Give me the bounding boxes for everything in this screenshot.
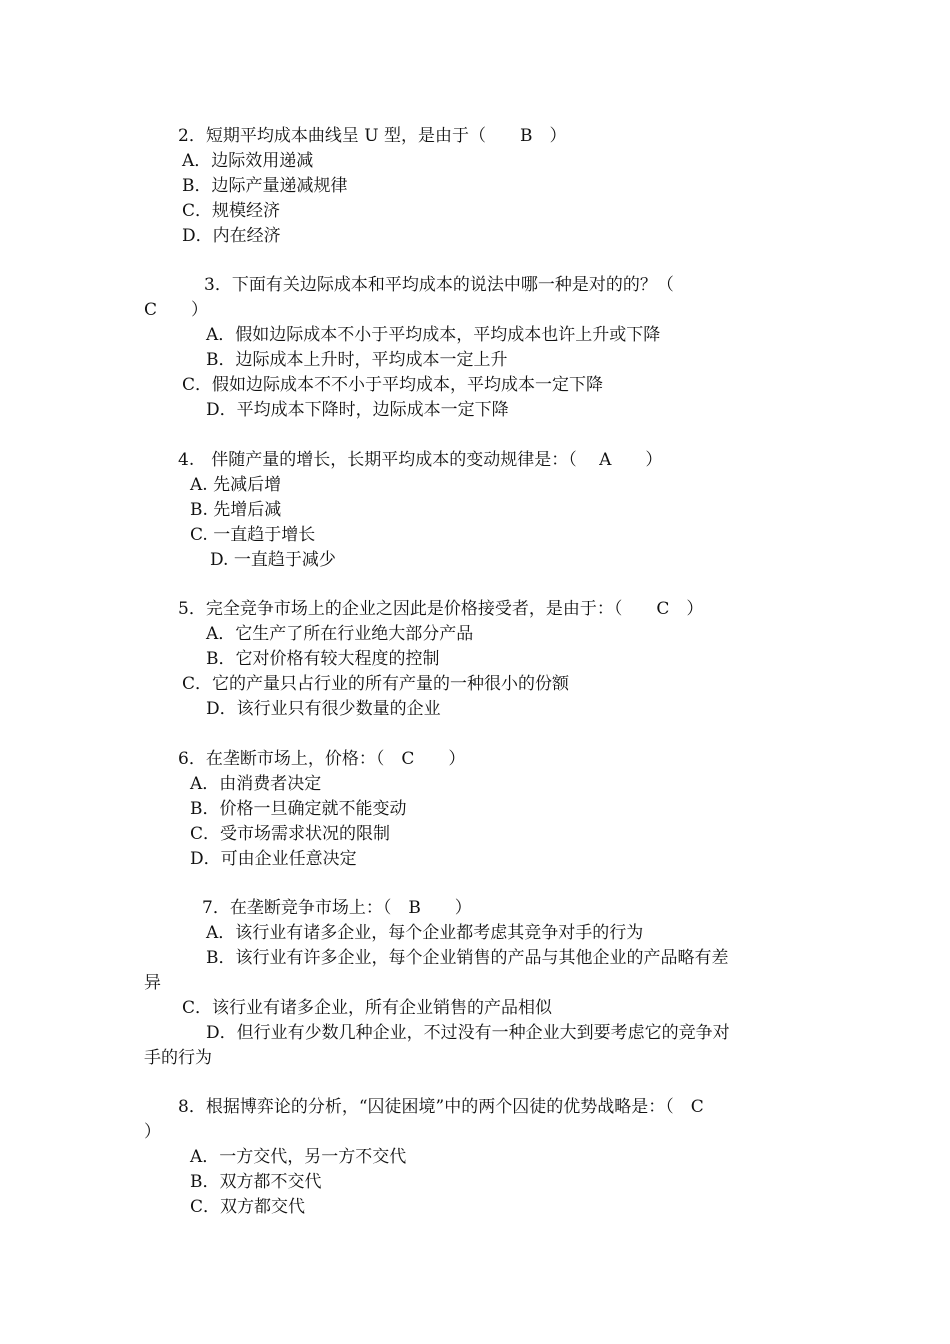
- question-5-stem: 5．完全竞争市场上的企业之因此是价格接受者，是由于：（ C ）: [178, 599, 704, 619]
- question-7-option-a: A．该行业有诸多企业，每个企业都考虑其竞争对手的行为: [206, 923, 644, 943]
- question-7-option-d: D．但行业有少数几种企业，不过没有一种企业大到要考虑它的竞争对: [206, 1023, 730, 1043]
- question-2-option-d: D．内在经济: [182, 226, 281, 246]
- question-2-option-b: B．边际产量递减规律: [182, 176, 348, 196]
- question-8-option-c: C．双方都交代: [190, 1197, 306, 1217]
- question-3-option-b: B．边际成本上升时，平均成本一定上升: [206, 350, 508, 370]
- question-3-stem: 3．下面有关边际成本和平均成本的说法中哪一种是对的的？（: [204, 275, 674, 295]
- question-5-option-d: D．该行业只有很少数量的企业: [206, 699, 441, 719]
- question-2-option-c: C．规模经济: [182, 201, 281, 221]
- question-6-option-c: C．受市场需求状况的限制: [190, 824, 391, 844]
- question-8-option-b: B．双方都不交代: [190, 1172, 322, 1192]
- question-6-option-b: B．价格一旦确定就不能变动: [190, 799, 407, 819]
- question-4-option-a: A. 先减后增: [190, 475, 282, 495]
- question-5-option-a: A．它生产了所在行业绝大部分产品: [206, 624, 474, 644]
- question-3-option-d: D．平均成本下降时，边际成本一定下降: [206, 400, 509, 420]
- question-7-option-b-continued: 异: [144, 973, 161, 993]
- question-8-stem-continued: ）: [144, 1122, 161, 1142]
- question-6-option-a: A．由消费者决定: [190, 774, 322, 794]
- question-2-option-a: A．边际效用递减: [182, 151, 314, 171]
- question-3-option-a: A．假如边际成本不小于平均成本，平均成本也许上升或下降: [206, 325, 661, 345]
- question-4-option-b: B. 先增后减: [190, 500, 282, 520]
- question-2-stem: 2．短期平均成本曲线呈 U 型，是由于（ B ）: [178, 126, 567, 146]
- question-7-option-b: B．该行业有许多企业，每个企业销售的产品与其他企业的产品略有差: [206, 948, 729, 968]
- question-5-option-b: B．它对价格有较大程度的控制: [206, 649, 440, 669]
- question-8-option-a: A．一方交代，另一方不交代: [190, 1147, 407, 1167]
- question-7-option-c: C．该行业有诸多企业，所有企业销售的产品相似: [182, 998, 553, 1018]
- question-7-stem: 7．在垄断竞争市场上：（ B ）: [202, 898, 472, 918]
- question-6-option-d: D．可由企业任意决定: [190, 849, 357, 869]
- question-4-stem: 4. 伴随产量的增长，长期平均成本的变动规律是：（ A ）: [178, 450, 663, 470]
- question-7-option-d-continued: 手的行为: [144, 1048, 212, 1068]
- question-5-option-c: C．它的产量只占行业的所有产量的一种很小的份额: [182, 674, 570, 694]
- question-6-stem: 6．在垄断市场上，价格：（ C ）: [178, 749, 466, 769]
- question-8-stem: 8．根据博弈论的分析，“囚徒困境”中的两个囚徒的优势战略是：（ C: [178, 1097, 704, 1117]
- question-3-option-c: C．假如边际成本不不小于平均成本，平均成本一定下降: [182, 375, 604, 395]
- question-3-stem-continued: C ）: [144, 300, 209, 320]
- question-4-option-c: C. 一直趋于增长: [190, 525, 316, 545]
- question-4-option-d: D. 一直趋于减少: [210, 550, 336, 570]
